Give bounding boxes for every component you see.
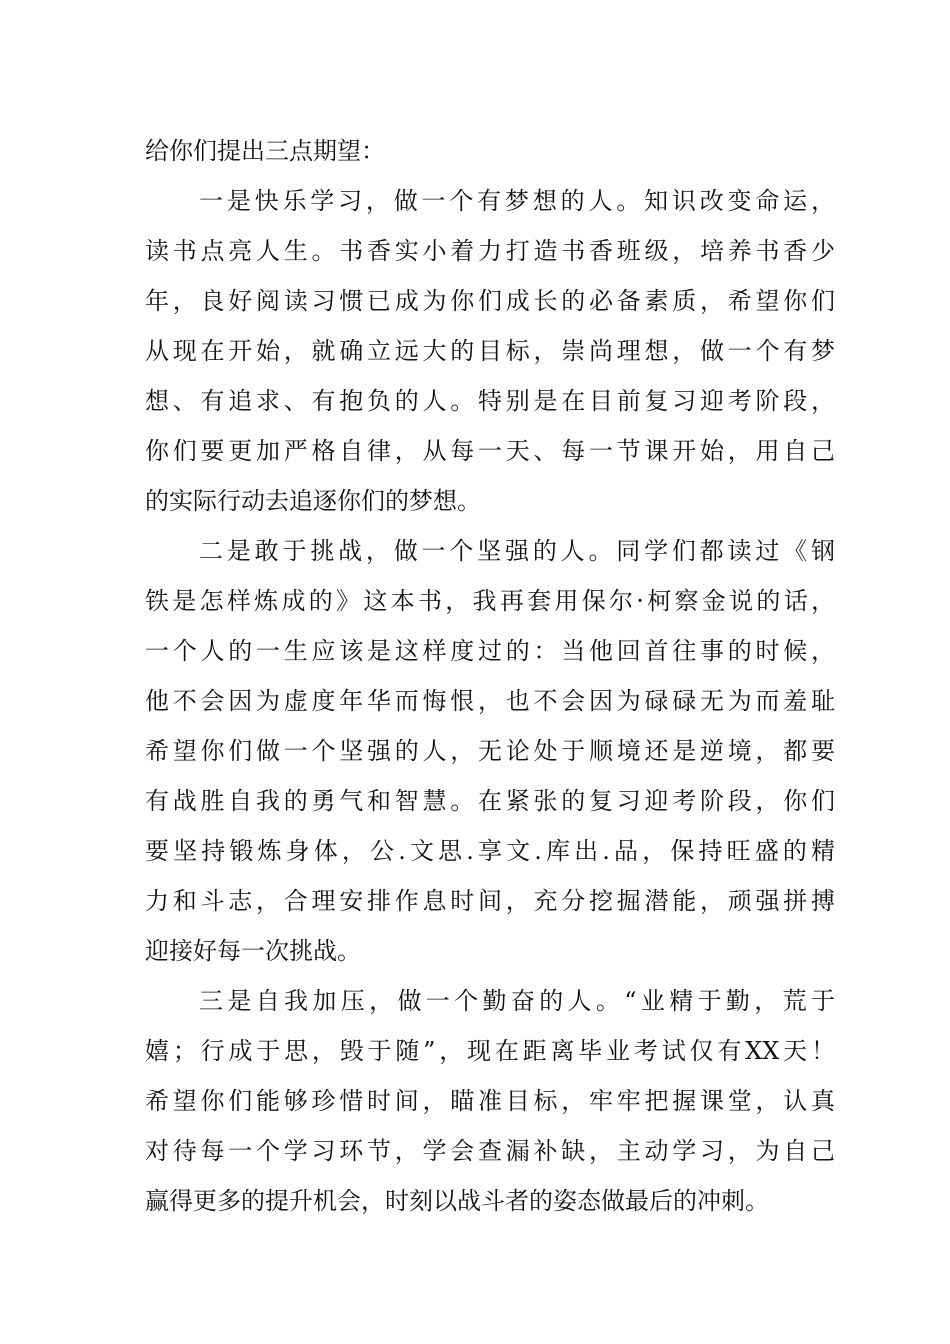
text-line: 你们要更加严格自律，从每一天、每一节课开始，用自己	[145, 437, 835, 465]
text-line: 年，良好阅读习惯已成为你们成长的必备素质，希望你们	[145, 287, 835, 315]
text-line: 对待每一个学习环节，学会查漏补缺，主动学习，为自己	[145, 1137, 835, 1165]
text-line: 读书点亮人生。书香实小着力打造书香班级，培养书香少	[145, 237, 835, 265]
text-line: 三是自我加压，做一个勤奋的人。“业精于勤，荒于	[199, 987, 835, 1015]
text-line: 有战胜自我的勇气和智慧。在紧张的复习迎考阶段，你们	[145, 787, 835, 815]
text-line: 从现在开始，就确立远大的目标，崇尚理想，做一个有梦	[145, 337, 835, 365]
text-line: 二是敢于挑战，做一个坚强的人。同学们都读过《钢	[199, 537, 835, 565]
text-line: 嬉；行成于思，毁于随”，现在距离毕业考试仅有XX天！	[145, 1037, 835, 1065]
text-line: 一是快乐学习，做一个有梦想的人。知识改变命运，	[199, 187, 835, 215]
text-line: 力和斗志，合理安排作息时间，充分挖掘潜能，顽强拼搏	[145, 887, 835, 915]
text-line: 一个人的一生应该是这样度过的：当他回首往事的时候，	[145, 637, 835, 665]
text-line: 赢得更多的提升机会，时刻以战斗者的姿态做最后的冲刺。	[145, 1187, 769, 1215]
text-line: 铁是怎样炼成的》这本书，我再套用保尔·柯察金说的话，	[145, 587, 835, 615]
text-line: 希望你们做一个坚强的人，无论处于顺境还是逆境，都要	[145, 737, 835, 765]
text-line: 他不会因为虚度年华而悔恨，也不会因为碌碌无为而羞耻	[145, 687, 835, 715]
text-line: 想、有追求、有抱负的人。特别是在目前复习迎考阶段，	[145, 387, 835, 415]
text-line: 迎接好每一次挑战。	[145, 937, 361, 965]
text-line: 希望你们能够珍惜时间，瞄准目标，牢牢把握课堂，认真	[145, 1087, 835, 1115]
text-line: 要坚持锻炼身体，公.文思.享文.库出.品，保持旺盛的精	[145, 837, 835, 865]
text-line: 的实际行动去追逐你们的梦想。	[145, 487, 481, 515]
text-line: 给你们提出三点期望：	[145, 137, 385, 165]
body-text	[145, 126, 835, 1226]
